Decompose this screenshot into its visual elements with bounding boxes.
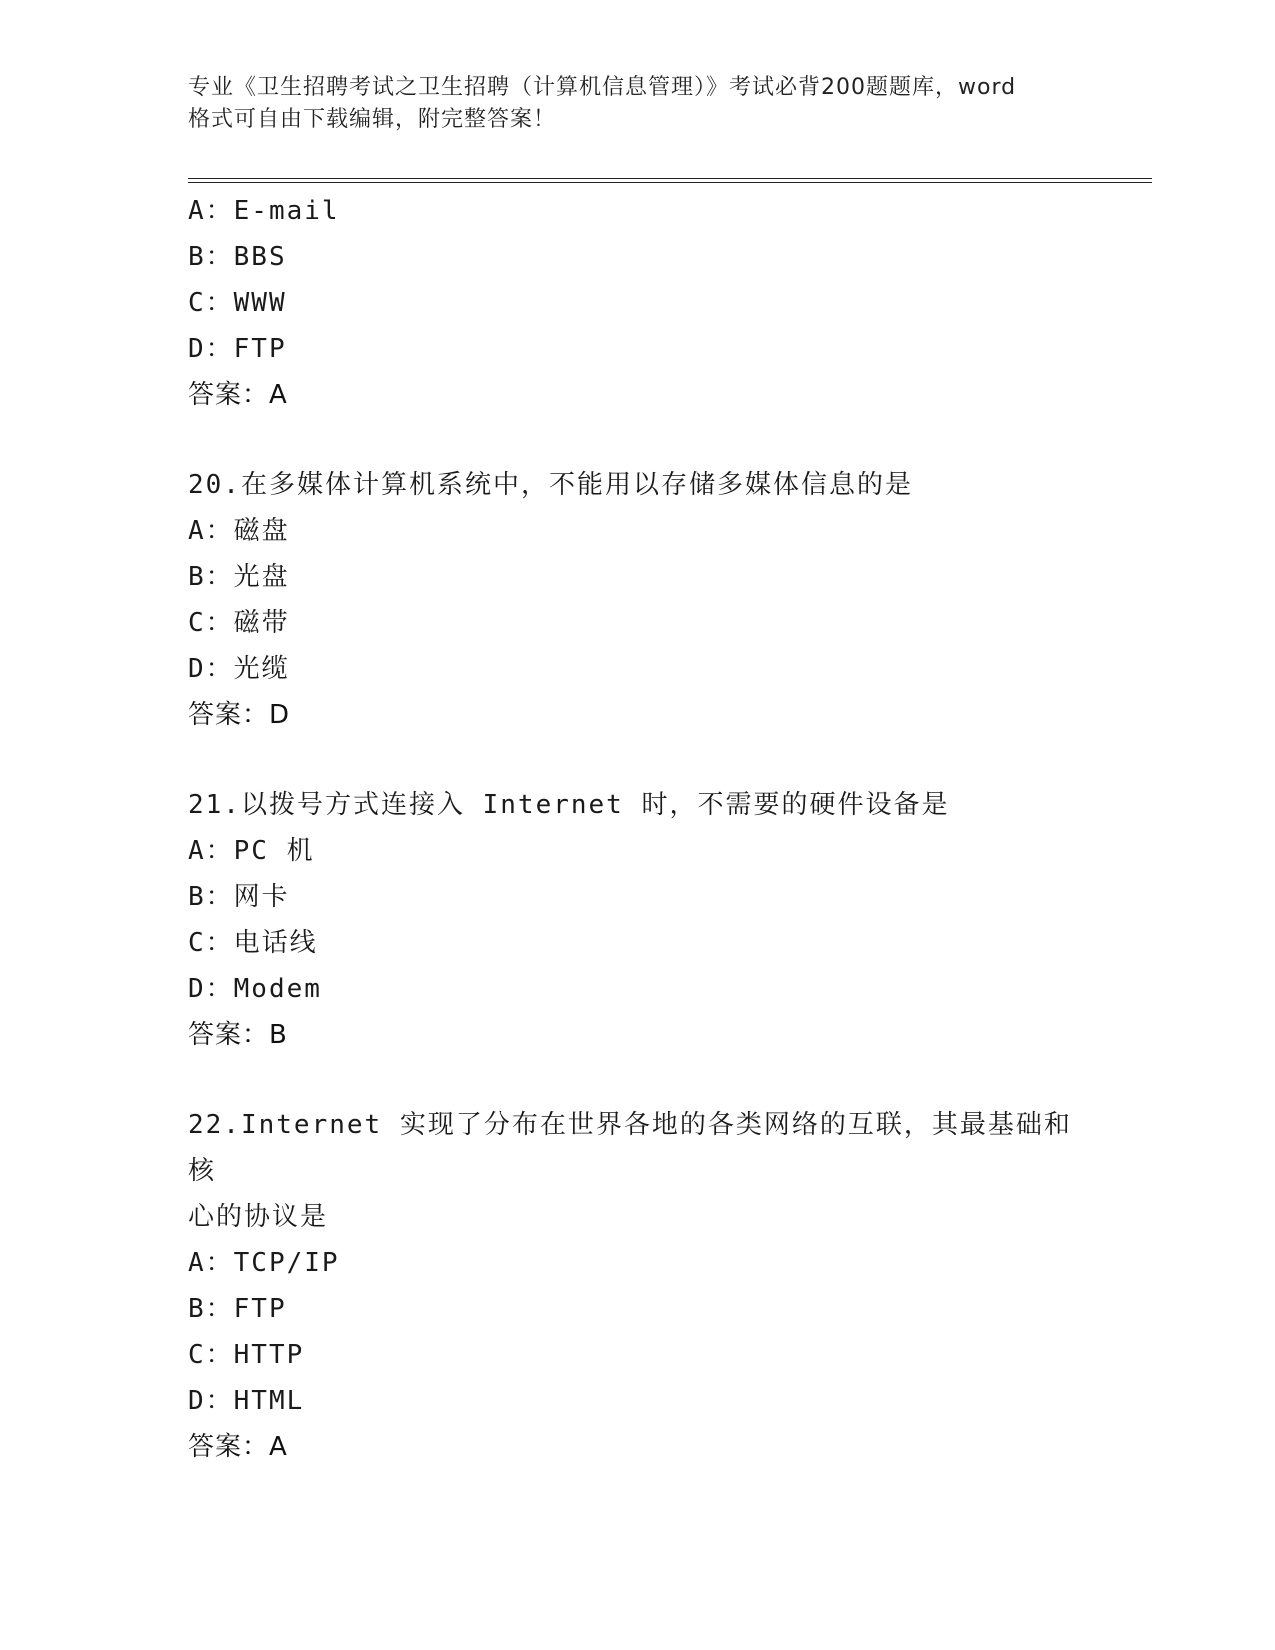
option-a: A：磁盘 (188, 516, 290, 546)
option-c: C：WWW (188, 288, 287, 318)
question-text-line-1: 22.Internet 实现了分布在世界各地的各类网络的互联，其最基础和核 (188, 1110, 1072, 1186)
header-divider-bottom (188, 182, 1152, 183)
question-text: 21.以拨号方式连接入 Internet 时，不需要的硬件设备是 (188, 790, 950, 820)
question-block-20 (188, 462, 1088, 738)
option-c: C：磁带 (188, 608, 290, 638)
document-header (188, 72, 1088, 136)
header-line-1: 专业《卫生招聘考试之卫生招聘（计算机信息管理）》考试必背200题题库，word (188, 75, 1017, 100)
answer-line: 答案：A (188, 380, 288, 410)
option-c: C：HTTP (188, 1340, 305, 1370)
option-d: D：光缆 (188, 654, 290, 684)
option-b: B：光盘 (188, 562, 290, 592)
header-divider-top (188, 178, 1152, 179)
option-a: A：E-mail (188, 196, 340, 226)
question-text: 20.在多媒体计算机系统中，不能用以存储多媒体信息的是 (188, 470, 913, 500)
option-c: C：电话线 (188, 928, 318, 958)
option-a: A：TCP/IP (188, 1248, 340, 1278)
option-a: A：PC 机 (188, 836, 315, 866)
question-text-line-2: 心的协议是 (188, 1202, 329, 1232)
header-line-2: 格式可自由下载编辑，附完整答案！ (188, 107, 557, 132)
question-list (188, 188, 1088, 1470)
option-b: B：FTP (188, 1294, 287, 1324)
option-b: B：网卡 (188, 882, 290, 912)
option-b: B：BBS (188, 242, 287, 272)
question-block-prev (188, 188, 1088, 418)
answer-line: 答案：A (188, 1432, 288, 1462)
question-block-22 (188, 1102, 1088, 1470)
option-d: D：FTP (188, 334, 287, 364)
spacer (188, 738, 1088, 782)
answer-line: 答案：B (188, 1020, 288, 1050)
question-block-21 (188, 782, 1088, 1058)
option-d: D：HTML (188, 1386, 305, 1416)
spacer (188, 418, 1088, 462)
option-d: D：Modem (188, 974, 322, 1004)
answer-line: 答案：D (188, 700, 291, 730)
spacer (188, 1058, 1088, 1102)
